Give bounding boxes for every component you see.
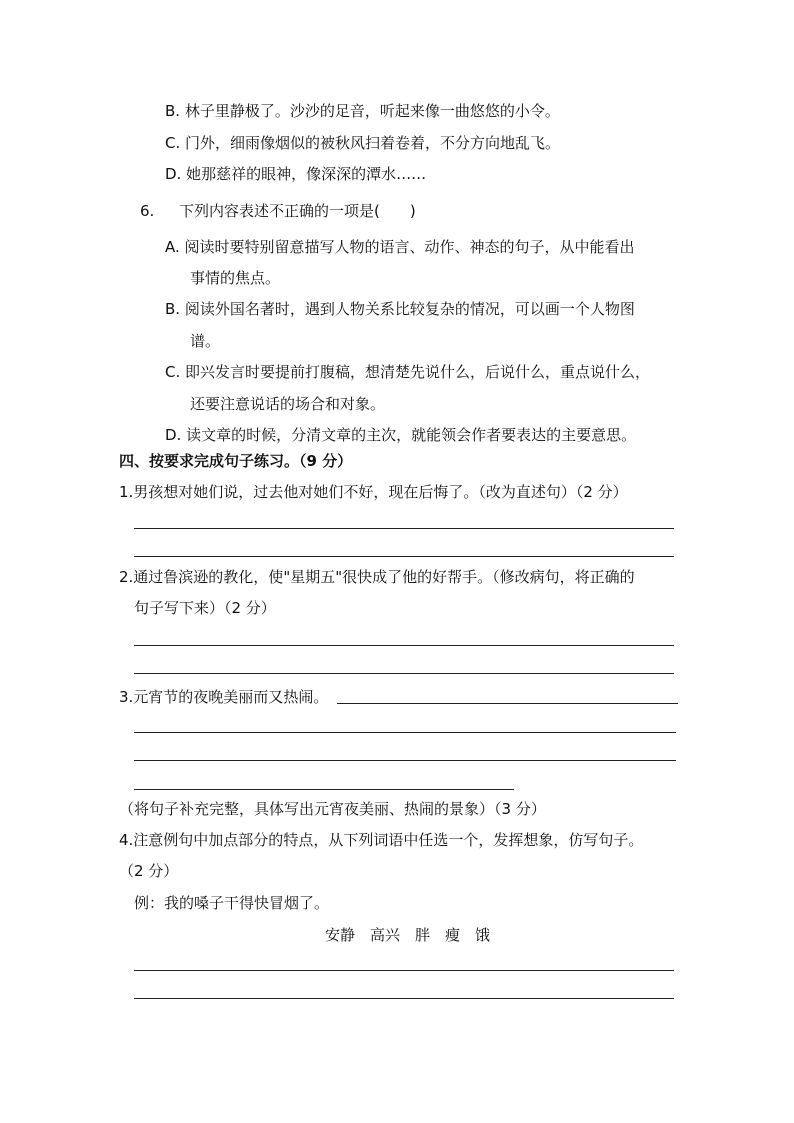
q6-option-d: D. 读文章的时候，分清文章的主次，就能领会作者要表达的主要意思。 [165, 426, 637, 444]
exercise-1-prompt: 1.男孩想对她们说，过去他对她们不好，现在后悔了。（改为直述句）（2 分） [119, 483, 628, 501]
exercise-3-answer-line-4[interactable] [134, 789, 514, 790]
q5-option-c: C. 门外，细雨像烟似的被秋风扫着卷着，不分方向地乱飞。 [165, 134, 561, 152]
exercise-2-answer-line-2[interactable] [134, 673, 674, 674]
exercise-3-answer-line-2[interactable] [134, 732, 676, 733]
q6-option-c-line2: 还要注意说话的场合和对象。 [190, 395, 386, 413]
q6-number: 6. [140, 202, 155, 220]
q5-option-d: D. 她那慈祥的眼神，像深深的潭水…… [165, 165, 427, 183]
q5-option-b: B. 林子里静极了。沙沙的足音，听起来像一曲悠悠的小令。 [165, 102, 560, 120]
exercise-4-answer-line-1[interactable] [134, 970, 674, 971]
q6-stem: 下列内容表述不正确的一项是( ) [179, 202, 416, 220]
q6-option-a-line1: A. 阅读时要特别留意描写人物的语言、动作、神态的句子，从中能看出 [165, 238, 635, 256]
exercise-2-prompt-line2: 句子写下来）（2 分） [134, 599, 276, 617]
exercise-3-prompt: 3.元宵节的夜晚美丽而又热闹。 [119, 688, 329, 706]
exercise-1-answer-line-2[interactable] [134, 556, 674, 557]
exercise-3-answer-line-inline[interactable] [337, 703, 678, 704]
section-4-heading: 四、按要求完成句子练习。（9 分） [119, 452, 353, 470]
q6-option-a-line2: 事情的焦点。 [190, 269, 281, 287]
exercise-4-prompt-line2: （2 分） [119, 862, 179, 880]
exercise-3-note: （将句子补充完整，具体写出元宵夜美丽、热闹的景象）（3 分） [119, 800, 546, 818]
exercise-4-example: 例：我的嗓子干得快冒烟了。 [134, 894, 330, 912]
exercise-4-prompt-line1: 4.注意例句中加点部分的特点，从下列词语中任选一个，发挥想象，仿写句子。 [119, 831, 644, 849]
exercise-4-word-choices: 安静 高兴 胖 瘦 饿 [325, 926, 491, 944]
exercise-2-prompt-line1: 2.通过鲁滨逊的教化，使"星期五"很快成了他的好帮手。（修改病句，将正确的 [119, 568, 635, 586]
exercise-4-answer-line-2[interactable] [134, 998, 674, 999]
exercise-3-answer-line-3[interactable] [134, 760, 676, 761]
exercise-2-answer-line-1[interactable] [134, 645, 674, 646]
q6-option-b-line1: B. 阅读外国名著时，遇到人物关系比较复杂的情况，可以画一个人物图 [165, 300, 635, 318]
exercise-1-answer-line-1[interactable] [134, 528, 674, 529]
q6-option-c-line1: C. 即兴发言时要提前打腹稿，想清楚先说什么，后说什么，重点说什么， [165, 363, 651, 381]
q6-option-b-line2: 谱。 [190, 332, 221, 350]
